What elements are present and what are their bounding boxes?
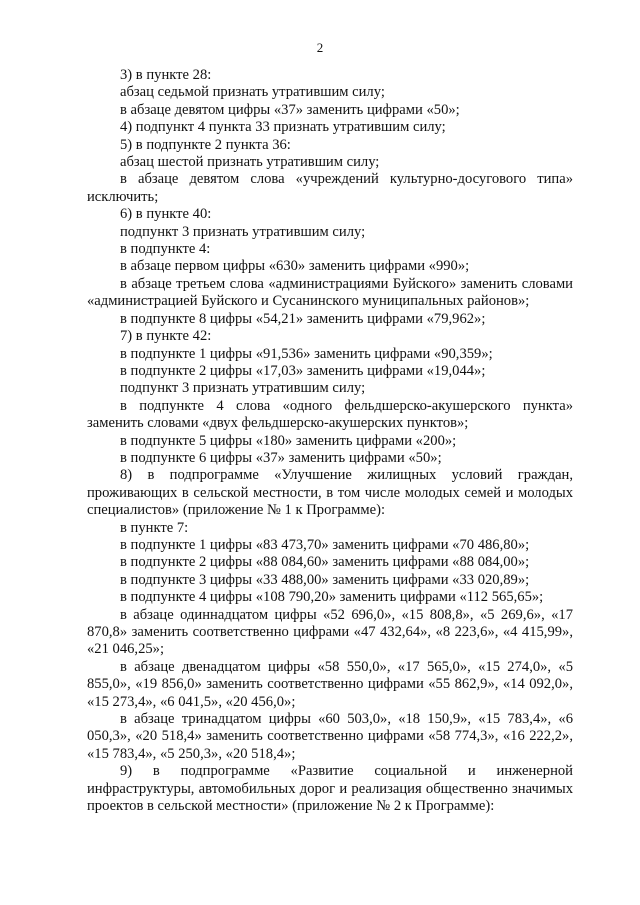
paragraph: в подпункте 4 цифры «108 790,20» заменить цифрами «112 565,65»; <box>120 589 544 606</box>
paragraph: 7) в пункте 42: <box>120 328 212 345</box>
paragraph: в абзаце одиннадцатом цифры «52 696,0», «15 808,8», «5 269,6», «17 870,8» заменить соответственно цифрами «47 432,64», «8 223,6», «4 415,99», «21 046,25»; <box>87 606 573 658</box>
paragraph: в абзаце двенадцатом цифры «58 550,0», «17 565,0», «15 274,0», «5 855,0», «19 856,0» заменить соответственно цифрами «55 862,9», «14 092,0», «15 273,4», «6 041,5», «20 456,0»; <box>87 658 573 710</box>
paragraph: в абзаце девятом цифры «37» заменить цифрами «50»; <box>120 101 460 118</box>
paragraph: в абзаце девятом слова «учреждений культурно-досугового типа» исключить; <box>87 171 573 205</box>
paragraph: в подпункте 8 цифры «54,21» заменить цифрами «79,962»; <box>120 310 486 327</box>
paragraph: подпункт 3 признать утратившим силу; <box>120 223 366 240</box>
paragraph: абзац седьмой признать утратившим силу; <box>120 84 385 101</box>
paragraph: в абзаце тринадцатом цифры «60 503,0», «18 150,9», «15 783,4», «6 050,3», «20 518,4» заменить соответственно цифрами «58 774,3», «16 222,2», «15 783,4», «5 250,3», «20 518,4»; <box>87 711 573 762</box>
paragraph: 5) в подпункте 2 пункта 36: <box>120 136 291 153</box>
paragraph: подпункт 3 признать утратившим силу; <box>120 380 366 397</box>
paragraph: 6) в пункте 40: <box>120 206 212 223</box>
paragraph: в абзаце третьем слова «администрациями Буйского» заменить словами «администрацией Буйского и Сусанинского муниципальных районов»; <box>87 275 573 310</box>
paragraph: в подпункте 6 цифры «37» заменить цифрами «50»; <box>120 449 442 466</box>
paragraph: абзац шестой признать утратившим силу; <box>120 154 380 171</box>
paragraph: в подпункте 5 цифры «180» заменить цифрами «200»; <box>120 432 457 449</box>
paragraph: в пункте 7: <box>120 519 189 536</box>
paragraph: 9) в подпрограмме «Развитие социальной и инженерной инфраструктуры, автомобильных дорог и реализация общественно значимых проектов в сельской местности» (приложение № 2 к Программе): <box>87 763 573 815</box>
paragraph: 8) в подпрограмме «Улучшение жилищных условий граждан, проживающих в сельской местности, в том числе молодых семей и молодых специалистов» (приложение № 1 к Программе): <box>87 467 573 519</box>
paragraph: в подпункте 4 слова «одного фельдшерско-акушерского пункта» заменить словами «двух фельдшерско-акушерских пунктов»; <box>87 397 573 432</box>
paragraph: в подпункте 1 цифры «91,536» заменить цифрами «90,359»; <box>120 345 493 362</box>
paragraph: в подпункте 1 цифры «83 473,70» заменить цифрами «70 486,80»; <box>120 536 530 553</box>
paragraph: 4) подпункт 4 пункта 33 признать утратившим силу; <box>120 119 446 136</box>
paragraph: 3) в пункте 28: <box>120 67 212 83</box>
page-number: 2 <box>316 40 324 55</box>
paragraph: в абзаце первом цифры «630» заменить цифрами «990»; <box>120 258 470 275</box>
paragraph: в подпункте 4: <box>120 241 211 258</box>
paragraph: в подпункте 3 цифры «33 488,00» заменить цифрами «33 020,89»; <box>120 571 530 588</box>
paragraph: в подпункте 2 цифры «17,03» заменить цифрами «19,044»; <box>120 362 486 379</box>
document-body <box>87 67 573 815</box>
paragraph: в подпункте 2 цифры «88 084,60» заменить цифрами «88 084,00»; <box>120 554 530 571</box>
